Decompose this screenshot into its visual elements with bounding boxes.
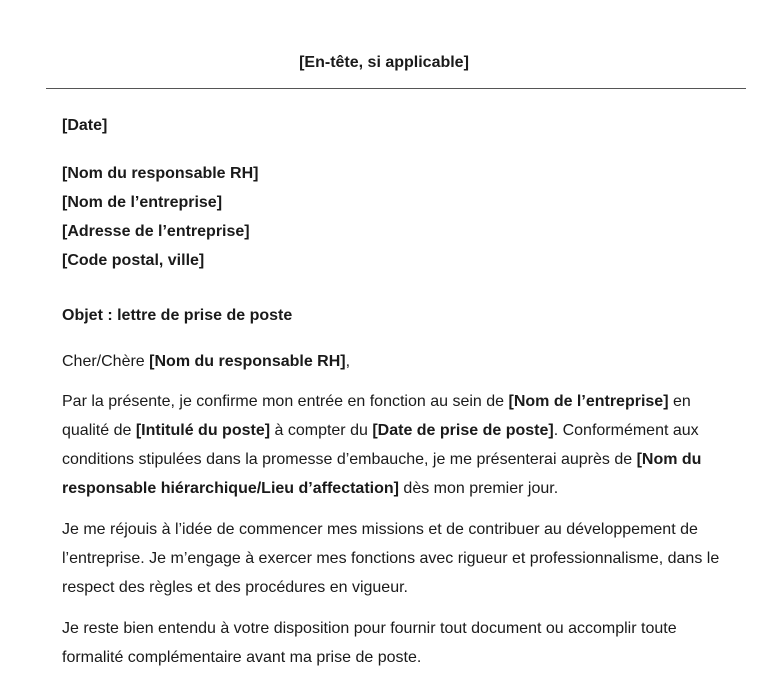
p1-text-1: Par la présente, je confirme mon entrée en fonction au sein de: [62, 393, 509, 410]
recipient-address: [Adresse de l’entreprise]: [62, 223, 250, 240]
p1-manager-placeholder: [Nom du responsable hiérarchique/Lieu d’affectation]: [62, 451, 702, 497]
p1-text-5: dès mon premier jour.: [398, 480, 559, 497]
recipient-company: [Nom de l’entreprise]: [62, 194, 223, 211]
header-divider: [46, 88, 746, 89]
p1-text-3: à compter du: [270, 422, 373, 439]
paragraph-commitment: Je me réjouis à l’idée de commencer mes missions et de contribuer au développement de l’entreprise. Je m’engage à exercer mes fonctions avec rigueur et professionnalisme, dans le respect des règles et des procédures en vigueur.: [62, 521, 720, 596]
recipient-postal-city: [Code postal, ville]: [62, 252, 205, 269]
p1-text-4: . Conformément aux conditions stipulées dans la promesse d’embauche, je me présenterai auprès de: [62, 422, 699, 468]
letter-subject: Objet : lettre de prise de poste: [62, 307, 293, 324]
greeting-suffix: ,: [345, 353, 351, 370]
recipient-name: [Nom du responsable RH]: [62, 165, 259, 182]
header-title: [En-tête, si applicable]: [299, 54, 469, 71]
p1-company-placeholder: [Nom de l’entreprise]: [508, 393, 669, 410]
recipient-block: [62, 159, 722, 275]
greeting-prefix: Cher/Chère: [62, 353, 150, 370]
p1-start-date-placeholder: [Date de prise de poste]: [372, 422, 554, 439]
p1-job-title-placeholder: [Intitulé du poste]: [135, 422, 271, 439]
greeting-name: [Nom du responsable RH]: [149, 353, 346, 370]
p1-text-2: en qualité de: [62, 393, 691, 439]
paragraph-confirmation: [62, 387, 722, 503]
paragraph-availability: Je reste bien entendu à votre disposition pour fournir tout document ou accomplir toute formalité complémentaire avant ma prise de poste.: [62, 620, 677, 666]
letter-body: [62, 115, 722, 672]
letter-greeting: [62, 351, 722, 373]
letter-date: [Date]: [62, 117, 108, 134]
